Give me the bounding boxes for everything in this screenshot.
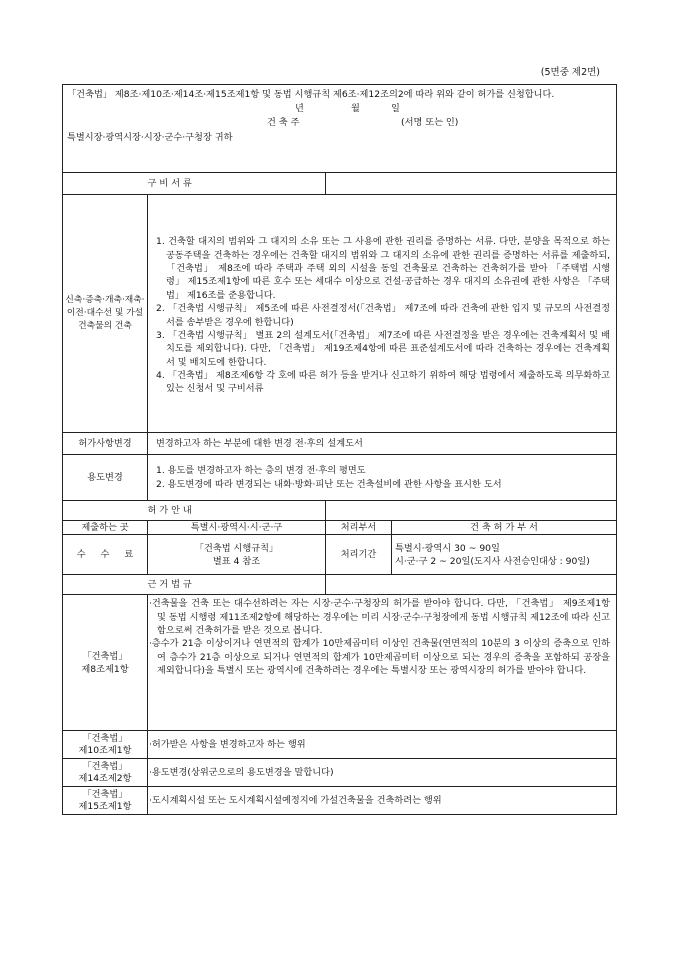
new-build-item-2: 2. 「건축법 시행규칙」 제5조에 따른 사전결정서(「건축법」 제7조에 따라 건축에 관한 입지 및 규모의 사전결정서를 송부받은 경우에 한합니다): [156, 303, 611, 328]
legal-row-4-law: 「건축법」: [82, 788, 128, 800]
change-text: 변경하고자 하는 부분에 대한 변경 전·후의 설계도서: [148, 433, 617, 455]
new-build-item-3: 3. 「건축법 시행규칙」 별표 2의 설계도서(「건축법」 제7조에 따른 사전결정을 받은 경우에는 건축계획서 및 배치도를 제외합니다). 다만, 「건축법」 제19조제4항에 따른 표준설계도서에 따라 건축하는 경우에는 건축계획서 및 배치도에 한합니다.: [156, 329, 611, 368]
new-build-item-4: 4. 「건축법」 제8조제6항 각 호에 따른 허가 등을 받거나 신고하기 위하여 해당 법령에서 제출하도록 의무화하고 있는 신청서 및 구비서류: [156, 369, 611, 395]
guide-title: 허 가 안 내: [148, 501, 326, 521]
guide-title-blank: [326, 501, 617, 521]
period-label: 처리기간: [326, 535, 392, 575]
use-change-label: 용도변경: [63, 455, 148, 501]
use-change-item-1: 1. 용도를 변경하고자 하는 층의 변경 전·후의 평면도: [156, 465, 366, 477]
permit-form-table: [62, 84, 617, 815]
dept-label: 처리부서: [326, 521, 392, 535]
legal-row-text-1: [148, 595, 617, 731]
page-number: (5면중 제2면): [540, 67, 600, 78]
permit-form-page: [62, 84, 616, 815]
legal-row-1-article: 제8조제1항: [81, 663, 129, 675]
legal-row-4-article: 제15조제1항: [78, 800, 132, 812]
legal-row-4-item-1: ·도시계획시설 또는 도시계획시설예정지에 가설건축물을 건축하려는 행위: [148, 787, 617, 815]
legal-row-label-4: [63, 787, 148, 815]
submit-label: 제출하는 곳: [63, 521, 148, 535]
fee-value-line-1: 「건축법 시행규칙」: [194, 542, 279, 554]
dept-value: 건 축 허 가 부 서: [392, 521, 617, 535]
new-build-documents: [148, 195, 617, 433]
new-build-item-1: 1. 건축할 대지의 범위와 그 대지의 소유 또는 그 사용에 관한 권리를 증명하는 서류. 다만, 분양을 목적으로 하는 공동주택을 건축하는 경우에는 건축할 대지의 범위와 그 대지의 소유에 관한 권리를 증명하는 서류를 제출하되, 「건축법」 제8조에 따라 주택과 주택 외의 시설을 동일 건축물로 건축하는 건축허가를 받아 「주택법 시행령」 제15조제1항에 따른 호수 또는 세대수 이상으로 건설·공급하는 경우 대지의 소유권에 관한 사항은 「주택법」 제16조를 준용합니다.: [156, 236, 611, 301]
legal-title: 근 거 법 규: [148, 575, 326, 595]
guide-title-spacer: [63, 501, 148, 521]
date-day: 일: [391, 103, 400, 115]
legal-row-2-law: 「건축법」: [82, 732, 128, 744]
applicant-label: 건 축 주: [267, 117, 300, 129]
date-year: 년: [295, 103, 304, 115]
period-value: [392, 535, 617, 575]
legal-row-2-article: 제10조제1항: [78, 744, 132, 756]
fee-value-line-2: 별표 4 참조: [212, 555, 261, 567]
use-change-documents: [148, 455, 617, 501]
legal-row-3-article: 제14조제2항: [78, 772, 132, 784]
legal-row-3-law: 「건축법」: [82, 760, 128, 772]
legal-row-1-item-1: ·건축물을 건축 또는 대수선하려는 자는 시장·군수·구청장의 허가를 받아야 합니다. 다만, 「건축법」 제9조제1항 및 동법 시행령 제11조제2항에 해당하는 경우에는 미리 시장·군수·구청장에게 동법 시행규칙 제12조에 따라 신고함으로써 건축허가를 받은 것으로 봅니다.: [149, 598, 611, 637]
legal-row-3-item-1: ·용도변경(상위군으로의 용도변경을 말합니다): [148, 759, 617, 787]
legal-row-2-item-1: ·허가받은 사항을 변경하고자 하는 행위: [148, 731, 617, 759]
use-change-item-2: 2. 용도변경에 따라 변경되는 내화·방화·피난 또는 건축설비에 관한 사항을 표시한 도서: [156, 478, 502, 490]
fee-value: [148, 535, 326, 575]
documents-title-blank: [326, 173, 617, 195]
period-value-line-2: 시·군·구 2 ~ 20일(도지사 사전승인대상 : 90일): [395, 555, 590, 567]
legal-row-1-law: 「건축법」: [82, 650, 128, 662]
date-and-applicant: [67, 101, 612, 131]
signature-label: (서명 또는 인): [401, 117, 459, 129]
legal-row-label-1: [63, 595, 148, 731]
change-label: 허가사항변경: [63, 433, 148, 455]
application-statement: 「건축법」 제8조·제10조·제14조·제15조제1항 및 동법 시행규칙 제6조·제12조의2에 따라 위와 같이 허가를 신청합니다.: [67, 89, 555, 100]
legal-title-blank: [326, 575, 617, 595]
application-section: [63, 85, 617, 173]
fee-label: 수 수 료: [63, 535, 148, 575]
period-value-line-1: 특별시·광역시 30 ~ 90일: [395, 542, 500, 554]
legal-row-label-2: [63, 731, 148, 759]
date-month: 월: [351, 103, 360, 115]
legal-row-label-3: [63, 759, 148, 787]
submit-value: 특별시·광역시·시·군·구: [148, 521, 326, 535]
documents-title-spacer: [63, 173, 148, 195]
new-build-label: 신축·증축·개축·재축·이전·대수선 및 가설건축물의 건축: [63, 195, 148, 433]
addressee: 특별시장·광역시장·시장·군수·구청장 귀하: [67, 132, 233, 144]
documents-title: 구 비 서 류: [148, 173, 326, 195]
legal-title-spacer: [63, 575, 148, 595]
legal-row-1-item-2: ·층수가 21층 이상이거나 연면적의 합계가 10만제곱미터 이상인 건축물(연면적의 10분의 3 이상의 증축으로 인하여 층수가 21층 이상으로 되거나 연면적의 합계가 10만제곱미터 이상으로 되는 경우의 증축을 포함하되 공장을 제외합니다)을 특별시 또는 광역시에 건축하려는 경우에는 특별시장 또는 광역시장의 허가를 받아야 합니다.: [149, 638, 611, 677]
